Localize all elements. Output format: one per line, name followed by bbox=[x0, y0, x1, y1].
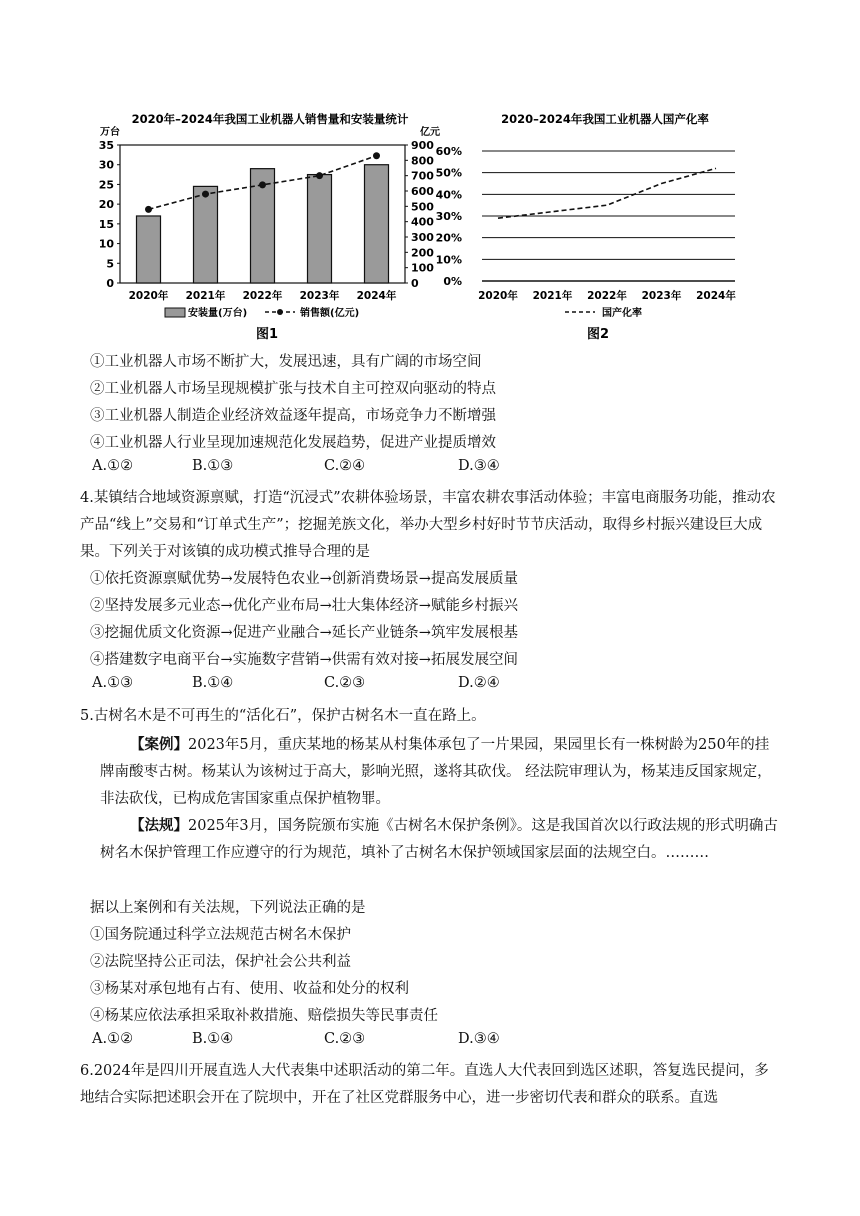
q3-statement-4: ④工业机器人行业呈现加速规范化发展趋势，促进产业提质增效 bbox=[90, 435, 496, 451]
q5-option-a: A.①② bbox=[92, 1031, 134, 1047]
y-axis-tick-label: 50% bbox=[435, 166, 462, 180]
left-axis-tick-label: 25 bbox=[98, 178, 114, 192]
right-axis-tick-label: 500 bbox=[411, 200, 434, 214]
figure-1-chart bbox=[80, 105, 450, 345]
q3-option-b: B.①③ bbox=[192, 458, 234, 474]
point-sales bbox=[202, 191, 209, 198]
q5-option-c: C.②③ bbox=[324, 1031, 366, 1047]
point-sales bbox=[316, 172, 323, 179]
q3-option-c: C.②④ bbox=[324, 458, 366, 474]
y-axis-tick-label: 0% bbox=[443, 275, 462, 288]
figure-1-left-unit: 万台 bbox=[100, 127, 120, 138]
q5-case-label: 【案例】 bbox=[130, 736, 188, 753]
right-axis-tick-label: 900 bbox=[411, 139, 434, 152]
q4-option-a: A.①③ bbox=[92, 675, 134, 691]
q4-statement-3: ③挖掘优质文化资源→促进产业融合→延长产业链条→筑牢发展根基 bbox=[90, 625, 518, 641]
left-axis-tick-label: 0 bbox=[106, 277, 114, 290]
y-axis-tick-label: 10% bbox=[435, 253, 462, 267]
q4-statement-2: ②坚持发展多元业态→优化产业布局→壮大集体经济→赋能乡村振兴 bbox=[90, 598, 518, 614]
figure-2-chart bbox=[430, 105, 780, 345]
q3-statement-3: ③工业机器人制造企业经济效益逐年提高，市场竞争力不断增强 bbox=[90, 408, 496, 424]
q4-statement-4: ④搭建数字电商平台→实施数字营销→供需有效对接→拓展发展空间 bbox=[90, 652, 518, 668]
q5-statement-4: ④杨某应依法承担采取补救措施、赔偿损失等民事责任 bbox=[90, 1008, 438, 1024]
q3-option-a: A.①② bbox=[92, 458, 134, 474]
point-sales bbox=[145, 206, 152, 213]
right-axis-tick-label: 200 bbox=[411, 246, 434, 260]
q5-stem: 5.古树名木是不可再生的“活化石”，保护古树名木一直在路上。 bbox=[80, 708, 486, 724]
figure-2-title: 2020–2024年我国工业机器人国产化率 bbox=[501, 112, 709, 126]
q5-law bbox=[100, 812, 780, 867]
q3-option-d: D.③④ bbox=[458, 458, 500, 474]
q3-statement-2: ②工业机器人市场呈现规模扩张与技术自主可控双向驱动的特点 bbox=[90, 381, 496, 397]
q5-prompt: 据以上案例和有关法规，下列说法正确的是 bbox=[90, 900, 366, 916]
q5-statement-2: ②法院坚持公正司法，保护社会公共利益 bbox=[90, 954, 351, 970]
figure-1-title: 2020年–2024年我国工业机器人销售量和安装量统计 bbox=[131, 112, 409, 126]
left-axis-tick-label: 20 bbox=[98, 198, 114, 212]
q4-option-b: B.①④ bbox=[192, 675, 234, 691]
right-axis-tick-label: 100 bbox=[411, 261, 434, 275]
right-axis-tick-label: 300 bbox=[411, 231, 434, 244]
left-axis-tick-label: 5 bbox=[106, 257, 114, 271]
right-axis-tick-label: 700 bbox=[411, 169, 434, 183]
x-axis-tick-label: 2022年 bbox=[587, 290, 627, 302]
q3-statement-1: ①工业机器人市场不断扩大，发展迅速，具有广阔的市场空间 bbox=[90, 354, 482, 370]
q5-law-text: 2025年3月，国务院颁布实施《古树名木保护条例》。这是我国首次以行政法规的形式明确古树名木保护管理工作应遵守的行为规范，填补了古树名木保护领域国家层面的法规空白。……… bbox=[100, 818, 778, 861]
x-axis-tick-label: 2020年 bbox=[128, 290, 169, 302]
x-axis-tick-label: 2022年 bbox=[242, 290, 283, 302]
x-axis-tick-label: 2023年 bbox=[299, 290, 340, 302]
line-domestic-rate bbox=[498, 168, 716, 218]
q4-stem: 4.某镇结合地域资源禀赋，打造“沉浸式”农耕体验场景，丰富农耕农事活动体验；丰富电商服务功能，推动农产品“线上”交易和“订单式生产”；挖掘羌族文化，举办大型乡村好时节节庆活动，取得乡村振兴建设巨大成果。下列关于对该镇的成功模式推导合理的是 bbox=[80, 490, 776, 560]
q5-option-b: B.①④ bbox=[192, 1031, 234, 1047]
bar-installed bbox=[194, 186, 218, 283]
figure-1-label: 图1 bbox=[255, 327, 279, 342]
y-axis-tick-label: 60% bbox=[435, 145, 462, 158]
bar-installed bbox=[137, 216, 161, 283]
legend-label-sales: 销售额(亿元) bbox=[300, 308, 360, 319]
y-axis-tick-label: 40% bbox=[435, 188, 462, 202]
left-axis-tick-label: 10 bbox=[98, 237, 114, 251]
q4-statement-1: ①依托资源禀赋优势→发展特色农业→创新消费场景→提高发展质量 bbox=[90, 571, 518, 587]
bar-installed bbox=[365, 165, 389, 283]
left-axis-tick-label: 30 bbox=[98, 158, 114, 172]
right-axis-tick-label: 400 bbox=[411, 215, 434, 229]
x-axis-tick-label: 2021年 bbox=[532, 290, 573, 302]
y-axis-tick-label: 20% bbox=[435, 231, 462, 245]
x-axis-tick-label: 2024年 bbox=[356, 290, 397, 302]
legend-label-domestic-rate: 国产化率 bbox=[602, 308, 642, 319]
x-axis-tick-label: 2020年 bbox=[478, 290, 518, 302]
legend-swatch-installed bbox=[165, 308, 185, 317]
q4-option-d: D.②④ bbox=[458, 675, 500, 691]
q5-option-d: D.③④ bbox=[458, 1031, 500, 1047]
bar-installed bbox=[308, 175, 332, 283]
q5-case bbox=[100, 731, 780, 813]
q5-case-text: 2023年5月，重庆某地的杨某从村集体承包了一片果园，果园里长有一株树龄为250年的挂牌南酸枣古树。杨某认为该树过于高大，影响光照，遂将其砍伐。 经法院审理认为，杨某违反国家规定，非法砍伐，已构成危害国家重点保护植物罪。 bbox=[100, 737, 772, 807]
figure-1-right-unit: 亿元 bbox=[420, 127, 440, 138]
q5-statement-3: ③杨某对承包地有占有、使用、收益和处分的权利 bbox=[90, 981, 409, 997]
y-axis-tick-label: 30% bbox=[435, 210, 462, 223]
x-axis-tick-label: 2021年 bbox=[185, 290, 226, 302]
q5-statement-1: ①国务院通过科学立法规范古树名木保护 bbox=[90, 927, 351, 943]
legend-marker-sales bbox=[277, 309, 283, 315]
x-axis-tick-label: 2024年 bbox=[696, 290, 736, 302]
left-axis-tick-label: 35 bbox=[98, 139, 114, 152]
right-axis-tick-label: 0 bbox=[411, 277, 419, 290]
q4-option-c: C.②③ bbox=[324, 675, 366, 691]
x-axis-tick-label: 2023年 bbox=[641, 290, 682, 302]
legend-label-installed: 安装量(万台) bbox=[188, 308, 248, 319]
point-sales bbox=[259, 181, 266, 188]
right-axis-tick-label: 600 bbox=[411, 185, 434, 198]
point-sales bbox=[373, 152, 380, 159]
q5-law-label: 【法规】 bbox=[130, 817, 188, 834]
figure-2-label: 图2 bbox=[586, 327, 610, 342]
left-axis-tick-label: 15 bbox=[98, 217, 114, 231]
q6-stem: 6.2024年是四川开展直选人大代表集中述职活动的第二年。直选人大代表回到选区述职，答复选民提问，多地结合实际把述职会开在了院坝中，开在了社区党群服务中心，进一步密切代表和群众的联系。直选 bbox=[80, 1063, 769, 1106]
right-axis-tick-label: 800 bbox=[411, 154, 434, 168]
